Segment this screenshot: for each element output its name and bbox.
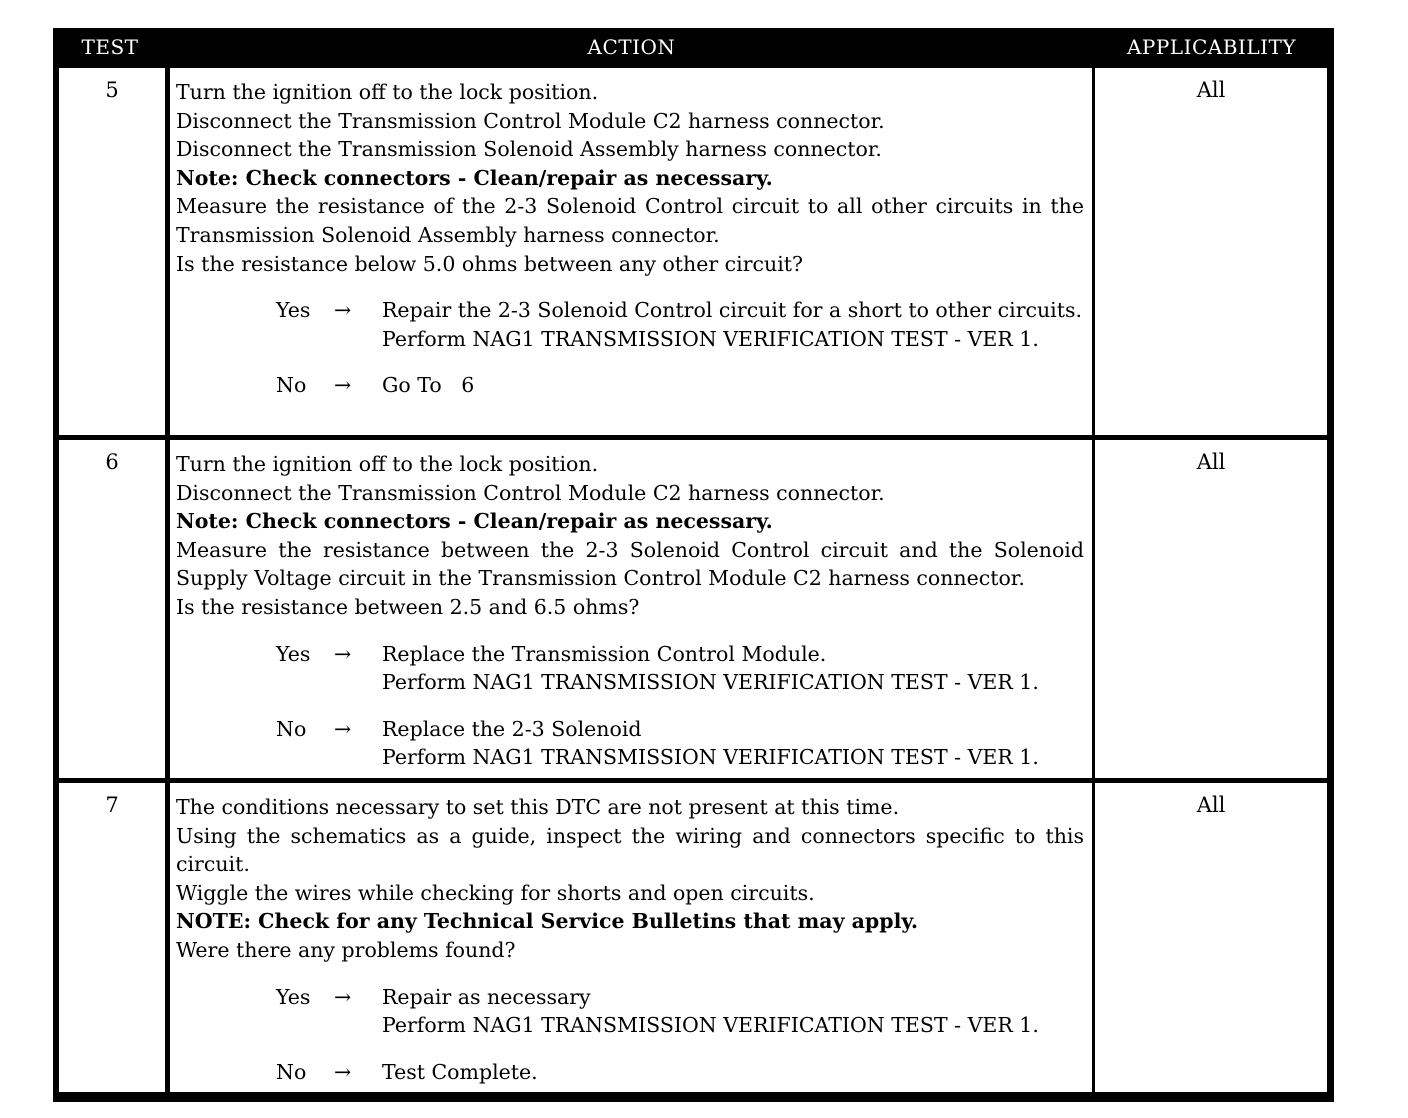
answer-yes-label: Yes [276, 641, 311, 666]
arrow-right-icon: → [334, 984, 352, 1009]
row-7-action-cell [170, 783, 1092, 1092]
action-note: NOTE: Check for any Technical Service Bulletins that may apply. [176, 909, 919, 934]
row-6-test-cell [59, 440, 165, 778]
row-6-action-cell [170, 440, 1092, 778]
action-line: Turn the ignition off to the lock position. [176, 452, 599, 476]
answer-yes-label: Yes [276, 984, 311, 1009]
action-line: Disconnect the Transmission Control Module C2 harness connector. [176, 480, 885, 505]
action-line: The conditions necessary to set this DTC are not present at this time. [176, 795, 900, 819]
action-line: Measure the resistance of the 2-3 Solenoid Control circuit to all other circuits in the Transmission Solenoid Assembly harness connector. [176, 194, 1084, 247]
applicability-value: All [1196, 793, 1226, 817]
header-applicability: APPLICABILITY [1126, 35, 1297, 59]
arrow-right-icon: → [334, 641, 352, 666]
answers [176, 640, 1084, 772]
row-7-test-cell [59, 783, 165, 1092]
answer-yes [176, 983, 1084, 1040]
action-note: Note: Check connectors - Clean/repair as necessary. [176, 165, 773, 190]
row-7-applicability-cell [1095, 783, 1327, 1092]
answer-no-text: Perform NAG1 TRANSMISSION VERIFICATION TEST - VER 1. [382, 745, 1039, 770]
arrow-right-icon: → [334, 373, 352, 398]
answer-yes-text: Repair the 2-3 Solenoid Control circuit for a short to other circuits. [382, 298, 1083, 323]
header-action: ACTION [587, 35, 676, 59]
arrow-right-icon: → [334, 716, 352, 741]
answer-yes-label: Yes [276, 298, 311, 323]
action-question: Were there any problems found? [176, 937, 516, 962]
answer-yes-text: Perform NAG1 TRANSMISSION VERIFICATION TEST - VER 1. [382, 670, 1039, 695]
row-6-applicability-cell [1095, 440, 1327, 778]
row-5-action-cell [170, 68, 1092, 435]
test-number: 6 [105, 450, 119, 474]
answer-no-label: No [276, 716, 307, 741]
answers [176, 983, 1084, 1087]
answer-no-label: No [276, 1059, 307, 1084]
diagnostic-table [53, 28, 1334, 1102]
action-line: Turn the ignition off to the lock position. [176, 80, 599, 104]
arrow-right-icon: → [334, 1059, 352, 1084]
answer-no [176, 1058, 1084, 1087]
answer-yes [176, 640, 1084, 697]
answer-no [176, 371, 1084, 400]
applicability-value: All [1196, 78, 1226, 102]
answer-no-text: Test Complete. [382, 1059, 538, 1084]
answer-yes-text: Replace the Transmission Control Module. [382, 641, 827, 666]
answer-yes-text: Perform NAG1 TRANSMISSION VERIFICATION TEST - VER 1. [382, 326, 1039, 351]
action-line: Using the schematics as a guide, inspect the wiring and connectors specific to this circuit. [176, 823, 1084, 877]
test-number: 5 [105, 78, 119, 102]
table-header [53, 28, 1334, 66]
action-question: Is the resistance between 2.5 and 6.5 ohms? [176, 594, 640, 619]
action-line: Disconnect the Transmission Control Module C2 harness connector. [176, 108, 885, 133]
action-note: Note: Check connectors - Clean/repair as necessary. [176, 509, 773, 534]
row-5-applicability-cell [1095, 68, 1327, 435]
answer-yes [176, 296, 1084, 353]
row-5-test-cell [59, 68, 165, 435]
answer-no [176, 715, 1084, 772]
action-question: Is the resistance below 5.0 ohms between any other circuit? [176, 251, 803, 276]
applicability-value: All [1196, 450, 1226, 474]
arrow-right-icon: → [334, 298, 352, 323]
answer-no-text: Replace the 2-3 Solenoid [382, 716, 642, 741]
test-number: 7 [105, 793, 119, 817]
action-line: Wiggle the wires while checking for shorts and open circuits. [176, 880, 815, 905]
action-line: Measure the resistance between the 2-3 Solenoid Control circuit and the Solenoid Supply Voltage circuit in the Transmission Control Module C2 harness connector. [176, 537, 1084, 591]
header-test: TEST [81, 35, 139, 59]
answer-no-label: No [276, 373, 307, 398]
answer-yes-text: Perform NAG1 TRANSMISSION VERIFICATION TEST - VER 1. [382, 1013, 1039, 1038]
answers [176, 296, 1084, 400]
answer-no-text: Go To 6 [382, 373, 475, 398]
action-line: Disconnect the Transmission Solenoid Assembly harness connector. [176, 137, 882, 162]
answer-yes-text: Repair as necessary [382, 984, 591, 1009]
